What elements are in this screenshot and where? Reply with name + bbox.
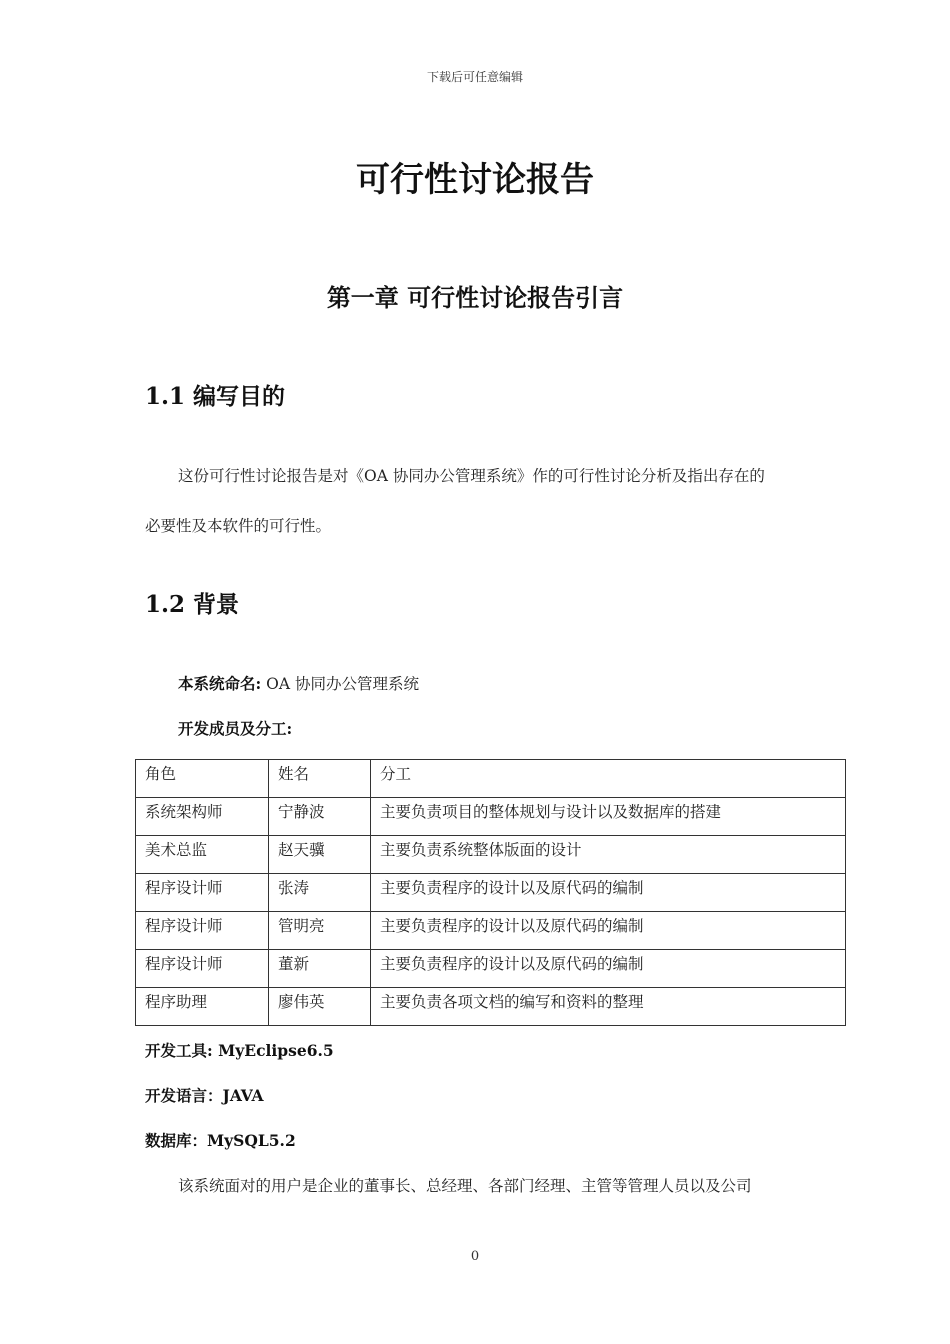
system-name-line <box>178 672 419 694</box>
table-row <box>136 912 846 950</box>
section-heading-1-2: 1.2 背景 <box>145 591 240 618</box>
table-cell-duty: 主要负责项目的整体规划与设计以及数据库的搭建 <box>371 798 846 836</box>
system-name-value: OA 协同办公管理系统 <box>261 675 419 693</box>
chapter-title: 第一章 可行性讨论报告引言 <box>326 284 624 312</box>
table-row <box>136 874 846 912</box>
team-table <box>135 759 846 1026</box>
table-header-row <box>136 760 846 798</box>
table-cell-duty: 主要负责系统整体版面的设计 <box>371 836 846 874</box>
table-cell-duty: 主要负责各项文档的编写和资料的整理 <box>371 988 846 1026</box>
document-title: 可行性讨论报告 <box>356 160 594 200</box>
section-heading-1-1: 1.1 编写目的 <box>145 383 286 410</box>
users-paragraph-line: 该系统面对的用户是企业的董事长、总经理、各部门经理、主管等管理人员以及公司 <box>178 1177 752 1195</box>
table-cell-role: 程序助理 <box>136 988 269 1026</box>
table-cell-name: 张涛 <box>269 874 371 912</box>
purpose-paragraph-line-2: 必要性及本软件的可行性。 <box>145 517 332 535</box>
dev-language-line: 开发语言：JAVA <box>145 1086 264 1105</box>
purpose-paragraph-line-1: 这份可行性讨论报告是对《OA 协同办公管理系统》作的可行性讨论分析及指出存在的 <box>178 467 765 485</box>
table-cell-role: 美术总监 <box>136 836 269 874</box>
table-row <box>136 836 846 874</box>
database-line: 数据库：MySQL5.2 <box>145 1131 296 1150</box>
table-header-cell: 角色 <box>136 760 269 798</box>
table-cell-duty: 主要负责程序的设计以及原代码的编制 <box>371 950 846 988</box>
dev-tool-line: 开发工具: MyEclipse6.5 <box>145 1041 334 1060</box>
table-cell-duty: 主要负责程序的设计以及原代码的编制 <box>371 874 846 912</box>
table-header-cell: 姓名 <box>269 760 371 798</box>
table-row <box>136 950 846 988</box>
table-cell-name: 宁静波 <box>269 798 371 836</box>
table-cell-role: 程序设计师 <box>136 912 269 950</box>
table-cell-role: 系统架构师 <box>136 798 269 836</box>
table-cell-role: 程序设计师 <box>136 950 269 988</box>
page-header-note: 下载后可任意编辑 <box>426 70 523 84</box>
team-label: 开发成员及分工: <box>178 719 293 738</box>
table-header-cell: 分工 <box>371 760 846 798</box>
table-row <box>136 988 846 1026</box>
table-row <box>136 798 846 836</box>
table-cell-duty: 主要负责程序的设计以及原代码的编制 <box>371 912 846 950</box>
page-number: 0 <box>470 1249 480 1264</box>
table-cell-name: 廖伟英 <box>269 988 371 1026</box>
system-name-label: 本系统命名: <box>178 674 262 693</box>
table-cell-role: 程序设计师 <box>136 874 269 912</box>
table-cell-name: 赵天骥 <box>269 836 371 874</box>
table-cell-name: 董新 <box>269 950 371 988</box>
table-cell-name: 管明亮 <box>269 912 371 950</box>
